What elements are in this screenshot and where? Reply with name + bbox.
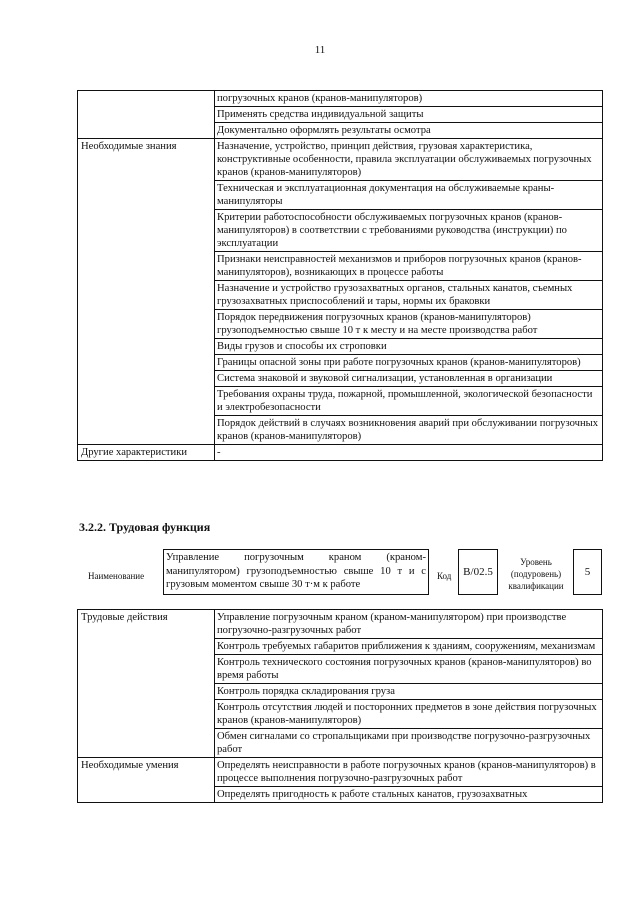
row-value: Критерии работоспособности обслуживаемых погрузочных кранов (кранов-манипуляторов) в соответствии с требованиями руководства (инструкции) по эксплуатации: [215, 210, 603, 252]
row-value: Порядок действий в случаях возникновения аварий при обслуживании погрузочных кранов (кранов-манипуляторов): [215, 416, 603, 445]
row-label: Необходимые знания: [78, 139, 215, 445]
row-value: Техническая и эксплуатационная документация на обслуживаемые краны-манипуляторы: [215, 181, 603, 210]
row-value: Порядок передвижения погрузочных кранов (кранов-манипуляторов) грузоподъемностью свыше 10 т к месту и на месте производства работ: [215, 310, 603, 339]
table-row: [78, 91, 603, 107]
row-value: Контроль отсутствия людей и посторонних предметов в зоне действия погрузочных кранов (кранов-манипуляторов): [215, 700, 603, 729]
labor-actions-table: [77, 609, 603, 803]
name-label: Наименование: [88, 571, 145, 581]
row-value: Управление погрузочным краном (краном-манипулятором) при производстве погрузочно-разгрузочных работ: [215, 610, 603, 639]
row-value: Определять неисправности в работе погрузочных кранов (кранов-манипуляторов) в процессе выполнения погрузочно-разгрузочных работ: [215, 758, 603, 787]
row-label: Необходимые умения: [78, 758, 215, 803]
row-value: Назначение, устройство, принцип действия, грузовая характеристика, конструктивные особенности, правила эксплуатации обслуживаемых погрузочных кранов (кранов-манипуляторов): [215, 139, 603, 181]
row-value: Виды грузов и способы их строповки: [215, 339, 603, 355]
row-value: Контроль порядка складирования груза: [215, 684, 603, 700]
code-label: Код: [437, 571, 452, 581]
table-row: [78, 758, 603, 787]
row-value: Требования охраны труда, пожарной, промышленной, экологической безопасности и электробезопасности: [215, 387, 603, 416]
row-value: Документально оформлять результаты осмотра: [215, 123, 603, 139]
row-value: Обмен сигналами со стропальщиками при производстве погрузочно-разгрузочных работ: [215, 729, 603, 758]
row-value: -: [215, 445, 603, 461]
function-code: B/02.5: [458, 549, 498, 595]
row-label: Трудовые действия: [78, 610, 215, 758]
row-label: Другие характеристики: [78, 445, 215, 461]
row-value: Границы опасной зоны при работе погрузочных кранов (кранов-манипуляторов): [215, 355, 603, 371]
section-title: 3.2.2. Трудовая функция: [79, 520, 211, 534]
table-row: [78, 610, 603, 639]
page-number: 11: [314, 44, 326, 56]
row-value: Контроль требуемых габаритов приближения к зданиям, сооружениям, механизмам: [215, 639, 603, 655]
table-row: [78, 445, 603, 461]
row-value: Определять пригодность к работе стальных канатов, грузозахватных: [215, 787, 603, 803]
row-value: Назначение и устройство грузозахватных органов, стальных канатов, съемных грузозахватных приспособлений и тары, нормы их браковки: [215, 281, 603, 310]
qualification-level: 5: [573, 549, 602, 595]
function-name: Управление погрузочным краном (краном-манипулятором) грузоподъемностью свыше 10 т и с грузовым моментом свыше 30 т·м к работе: [163, 549, 429, 595]
row-value: Признаки неисправностей механизмов и приборов погрузочных кранов (кранов-манипуляторов), возникающих в процессе работы: [215, 252, 603, 281]
table-row: [78, 139, 603, 181]
row-value: погрузочных кранов (кранов-манипуляторов): [215, 91, 603, 107]
row-label: [78, 91, 215, 139]
row-value: Система знаковой и звуковой сигнализации, установленная в организации: [215, 371, 603, 387]
knowledge-table: [77, 90, 603, 461]
row-value: Контроль технического состояния погрузочных кранов (кранов-манипуляторов) во время работы: [215, 655, 603, 684]
row-value: Применять средства индивидуальной защиты: [215, 107, 603, 123]
level-label: Уровень (подуровень) квалификации: [508, 557, 564, 591]
